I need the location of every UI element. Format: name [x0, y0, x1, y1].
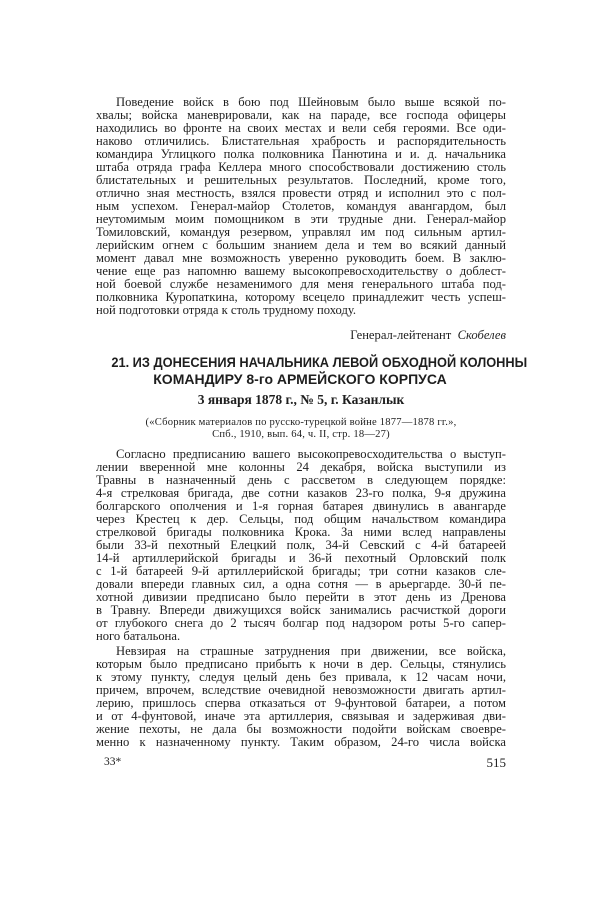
text-line: с 1-й батареей 9-й артиллерийской бригады; три сотни казаков сле-	[96, 565, 506, 578]
text-line: отлично зная местность, взялся провести отряд и исполнил это с пол-	[96, 187, 506, 200]
text-line: момент давал мне возможность уверенно руководить боем. В заклю-	[96, 252, 506, 265]
text-line: полковника Куропаткина, которому всецело принадлежит честь успеш-	[96, 291, 506, 304]
text-line: довали впереди главных сил, а одна сотня — в арьергарде. 30-й пе-	[96, 578, 506, 591]
text-line: к этому пункту, следуя целый день без привала, к 12 часам ночи,	[96, 671, 506, 684]
text-line: лении вверенной мне колонны 24 декабря, войска выступили из	[96, 461, 506, 474]
text-line: и от 4-фунтовой, иначе эта артиллерия, связывая и задерживая дви-	[96, 710, 506, 723]
paragraph-2	[96, 448, 506, 643]
text-line: чение еще раз напомню вашему высокопревосходительству о доблест-	[96, 265, 506, 278]
source-citation	[96, 417, 506, 440]
text-line: ного батальона.	[96, 630, 181, 643]
text-line: стрелковой бригады полковника Крока. За ними вслед направлены	[96, 526, 506, 539]
signature-mark: 33*	[104, 756, 122, 768]
text-line: которым было предписано прибыть к ночи в дер. Сельцы, стянулись	[96, 658, 506, 671]
text-line: жение пехоты, не дала бы возможности подойти войскам своевре-	[96, 723, 506, 736]
text-line: командира Углицкого полка полковника Панютина и и. д. начальника	[96, 148, 506, 161]
heading-line: КОМАНДИРУ 8-го АРМЕЙСКОГО КОРПУСА	[153, 371, 447, 387]
citation-line: («Сборник материалов по русско-турецкой войне 1877—1878 гг.»,	[145, 417, 457, 428]
section-heading	[92, 354, 528, 388]
text-line: менно к назначенному пункту. Таким образом, 24-го числа войска	[96, 736, 506, 749]
text-line: неутомимым моим помощником в эти трудные дни. Генерал-майор	[96, 213, 506, 226]
text-line: ной подготовки отряда к столь трудному походу.	[96, 304, 357, 317]
text-line: в Травну. Впереди движущихся войск занимались расчисткой дороги	[96, 604, 506, 617]
paragraph-1	[96, 96, 506, 317]
paragraph-3	[96, 645, 506, 749]
text-line: лерию, пришлось сперва отказаться от 9-фунтовой батареи, а потом	[96, 697, 506, 710]
document-date: 3 января 1878 г., № 5, г. Казанлык	[197, 392, 405, 407]
page-number: 515	[486, 755, 506, 770]
text-line: 14-й артиллерийской бригады и 36-й пехотный Орловский полк	[96, 552, 506, 565]
text-line: были 33-й пехотный Елецкий полк, 34-й Севский с 4-й батареей	[96, 539, 506, 552]
text-line: Поведение войск в бою под Шейновым было выше всякой по-	[116, 96, 506, 109]
signature-name: Скобелев	[457, 328, 506, 342]
text-line: находились во фронте на своих местах и вели себя героями. Все оди-	[96, 122, 506, 135]
text-line: ной боевой службе незаменимого для меня генерального штаба под-	[96, 278, 506, 291]
text-line: штаба отряда графа Келлера много способствовали достижению столь	[96, 161, 506, 174]
signature	[96, 328, 506, 342]
text-line: через Крестец к дер. Сельцы, под общим начальством командира	[96, 513, 506, 526]
text-line: наково отличились. Блистательная храбрость и распорядительность	[96, 135, 506, 148]
text-line: лерийским огнем с большим знанием дела и тем во всякий данный	[96, 239, 506, 252]
text-line: ным успехом. Генерал-майор Столетов, командуя авангардом, был	[96, 200, 506, 213]
text-line: Томиловский, командуя резервом, управлял им под сильным артил-	[96, 226, 506, 239]
text-line: блистательных и решительных результатов. Последний, кроме того,	[96, 174, 506, 187]
text-line: 4-я стрелковая бригада, две сотни казаков 23-го полка, 9-я дружина	[96, 487, 506, 500]
signature-rank: Генерал-лейтенант	[350, 328, 452, 342]
text-line: причем, впрочем, вследствие очевидной невозможности двигать артил-	[96, 684, 506, 697]
heading-line: 21. ИЗ ДОНЕСЕНИЯ НАЧАЛЬНИКА ЛЕВОЙ ОБХОДНОЙ КОЛОННЫ	[111, 354, 528, 370]
citation-line: Спб., 1910, вып. 64, ч. II, стр. 18—27)	[212, 428, 390, 440]
text-line: Травны в назначенный день с рассветом в следующем порядке:	[96, 474, 506, 487]
text-line: хотной дивизии предписано было перейти в этот день из Дренова	[96, 591, 506, 604]
text-line: болгарского ополчения и 1-я горная батарея двинулись в авангарде	[96, 500, 506, 513]
text-line: от глубокого снега до 2 тысяч болгар под надзором роты 5-го сапер-	[96, 617, 506, 630]
text-line: Согласно предписанию вашего высокопревосходительства о выступ-	[116, 448, 506, 461]
text-line: хвалы; войска маневрировали, как на параде, все господа офицеры	[96, 109, 506, 122]
text-line: Невзирая на страшные затруднения при движении, все войска,	[116, 645, 506, 658]
